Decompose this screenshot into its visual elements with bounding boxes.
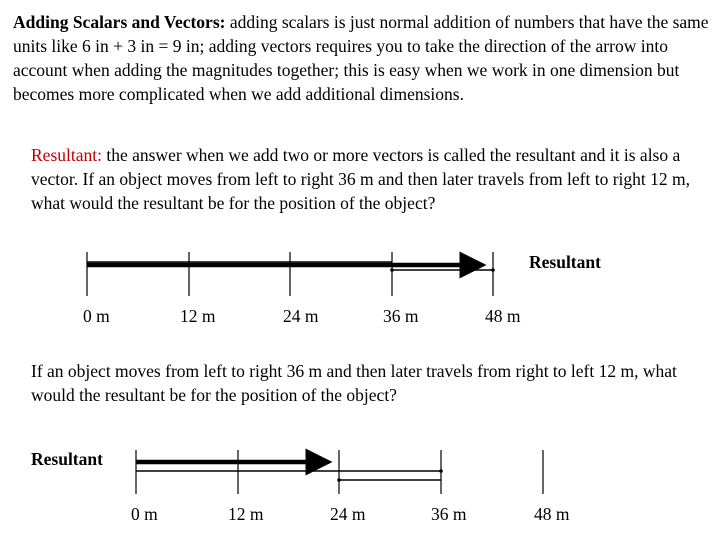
diagram-2-label-36: 36 m [431, 504, 467, 524]
diagram-2-dot-24 [337, 478, 341, 482]
resultant-definition-text: the answer when we add two or more vectors is called the resultant and it is also a vector. If an object moves from left to right 36 m and then later travels from left to right 12 m, what would the resultant be for the position of the object? [31, 145, 690, 213]
resultant-term: Resultant: [31, 145, 102, 165]
diagram-2-label-48: 48 m [534, 504, 570, 524]
diagram-2-label-0: 0 m [131, 504, 158, 524]
diagram-2-resultant-label: Resultant [31, 449, 103, 469]
diagram-1-label-0: 0 m [83, 306, 110, 326]
diagram-1-label-48: 48 m [485, 306, 521, 326]
question-2: If an object moves from left to right 36 m and then later travels from right to left 12 m, what would the resultant be for the position of the object? [31, 361, 677, 405]
diagram-1-label-24: 24 m [283, 306, 319, 326]
diagram-1-label-12: 12 m [180, 306, 216, 326]
diagram-1-resultant-label: Resultant [529, 252, 601, 272]
diagram-2-label-12: 12 m [228, 504, 264, 524]
intro-text: adding scalars is just normal addition of numbers that have the same units like 6 in + 3 in = 9 in; adding vectors requires you to take the direction of the arrow into account when adding the magnitudes together; this is easy when we work in one dimension but becomes more complicated when we add additional dimensions. [13, 12, 709, 104]
diagram-2-dot-36 [439, 469, 443, 473]
diagram-1-label-36: 36 m [383, 306, 419, 326]
diagram-2-label-24: 24 m [330, 504, 366, 524]
intro-heading: Adding Scalars and Vectors: [13, 12, 226, 32]
